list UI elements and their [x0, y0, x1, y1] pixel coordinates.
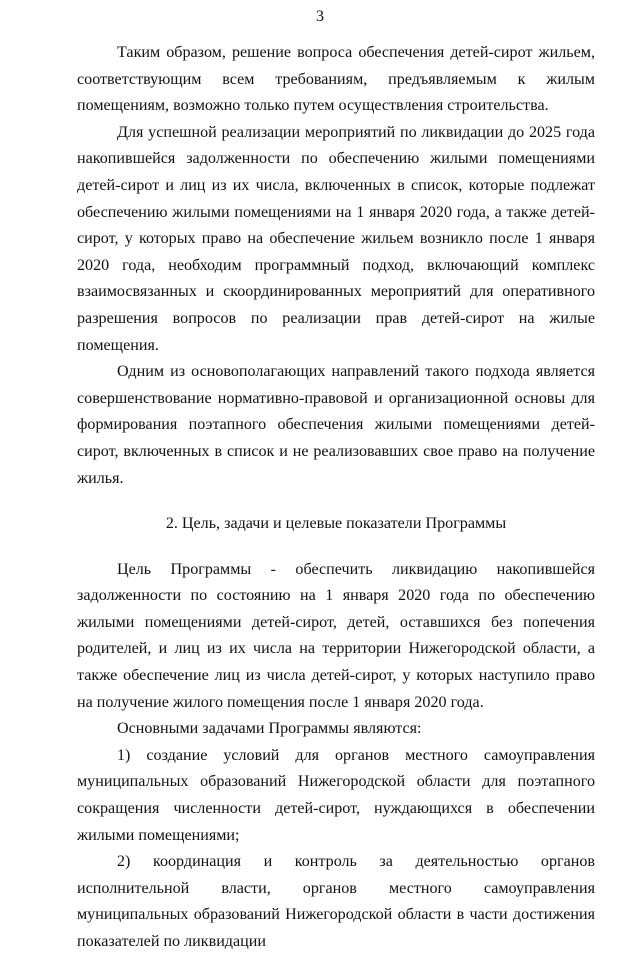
paragraph-intro-2: Для успешной реализации мероприятий по ликвидации до 2025 года накопившейся задолженности по обеспечению жилыми помещениями детей-сирот и лиц из их числа, включенных в список, которые подлежат обеспечению жилыми помещениями на 1 января 2020 года, а также детей-сирот, у которых право на обеспечение жильем возникло после 1 января 2020 года, необходим программный подход, включающий комплекс взаимосвязанных и скоординированных мероприятий для оперативного разрешения вопросов по реализации прав детей-сирот на жилые помещения. — [77, 123, 595, 354]
paragraph-goal: Цель Программы - обеспечить ликвидацию накопившейся задолженности по состоянию на 1 января 2020 года по обеспечению жилыми помещениями детей-сирот, детей, оставшихся без попечения родителей, и лиц из их числа на территории Нижегородской области, а также обеспечение лиц из числа детей-сирот, у которых наступило право на получение жилого помещения после 1 января 2020 года. — [77, 560, 595, 711]
paragraph-task-2: 2) координация и контроль за деятельностью органов исполнительной власти, органов местного самоуправления муниципальных образований Нижегородской области в части достижения показателей по ликвидации — [77, 853, 595, 950]
paragraph-intro-1: Таким образом, решение вопроса обеспечения детей-сирот жильем, соответствующим всем требованиям, предъявляемым к жилым помещениям, возможно только путем осуществления строительства. — [77, 44, 595, 115]
page-number: 3 — [316, 8, 324, 25]
document-body — [77, 40, 595, 956]
paragraph-intro-3: Одним из основополагающих направлений такого подхода является совершенствование нормативно-правовой и организационной основы для формирования поэтапного обеспечения жилыми помещениями детей-сирот, включенных в список и не реализовавших свое право на получение жилья. — [77, 363, 595, 487]
paragraph-task-1: 1) создание условий для органов местного самоуправления муниципальных образований Нижегородской области для поэтапного сокращения численности детей-сирот, нуждающихся в обеспечении жилыми помещениями; — [77, 746, 595, 844]
section-heading: 2. Цель, задачи и целевые показатели Программы — [165, 515, 507, 533]
paragraph-tasks-intro: Основными задачами Программы являются: — [117, 720, 422, 738]
